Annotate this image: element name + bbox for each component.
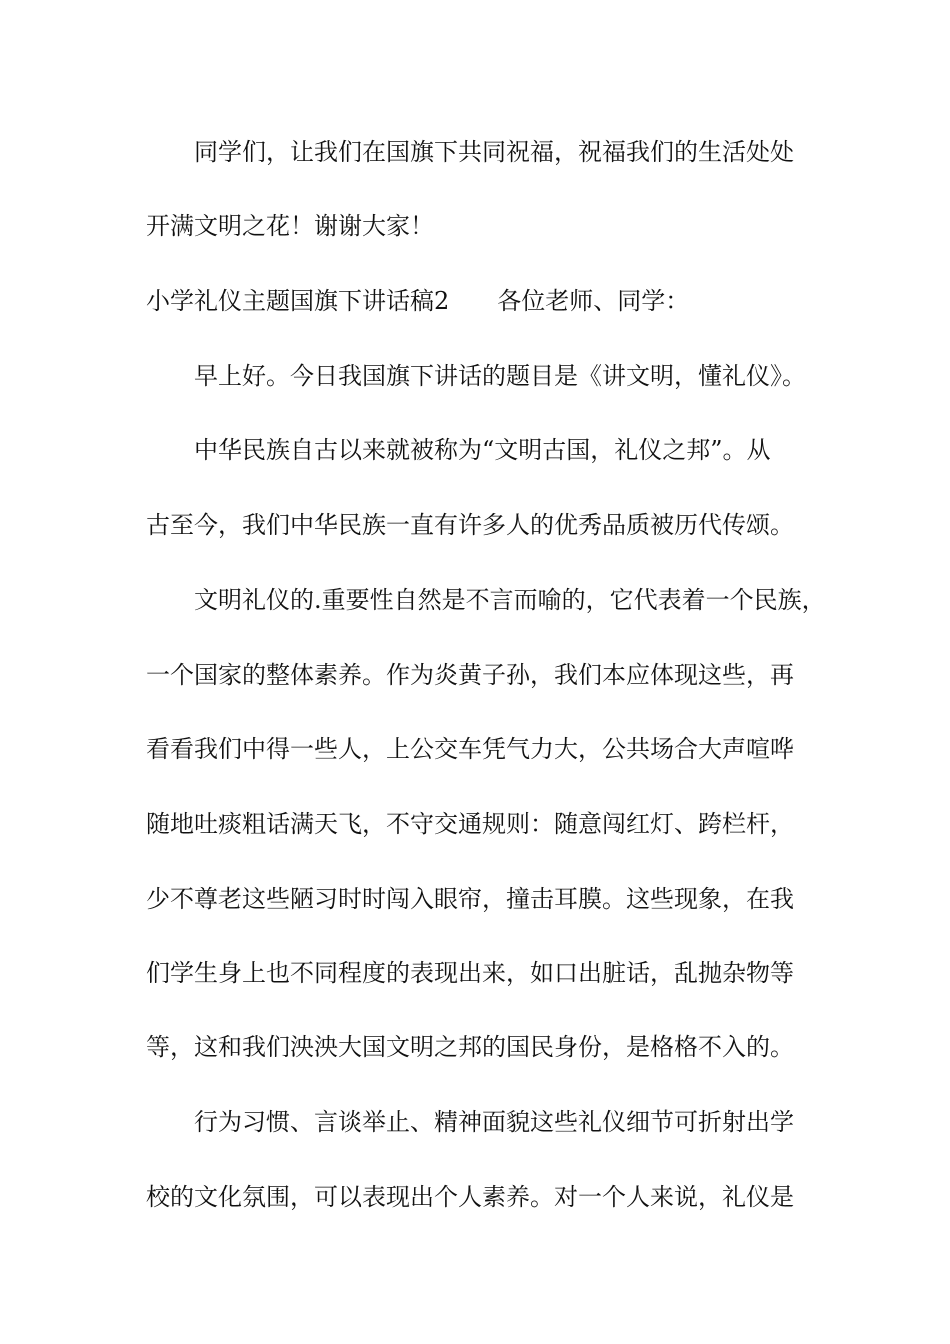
paragraph-line: 文明礼仪的.重要性自然是不言而喻的，它代表着一个民族， <box>194 586 826 614</box>
paragraph-line: 古至今，我们中华民族一直有许多人的优秀品质被历代传颂。 <box>146 511 794 539</box>
paragraph-line: 开满文明之花！谢谢大家！ <box>146 212 434 240</box>
paragraph-line: 同学们，让我们在国旗下共同祝福，祝福我们的生活处处 <box>194 138 794 166</box>
paragraph-line: 们学生身上也不同程度的表现出来，如口出脏话，乱抛杂物等 <box>146 959 794 987</box>
paragraph-line: 校的文化氛围，可以表现出个人素养。对一个人来说，礼仪是 <box>146 1183 794 1211</box>
paragraph-line: 早上好。今日我国旗下讲话的题目是《讲文明，懂礼仪》。 <box>194 362 806 390</box>
paragraph-line: 行为习惯、言谈举止、精神面貌这些礼仪细节可折射出学 <box>194 1108 794 1136</box>
paragraph-line: 看看我们中得一些人，上公交车凭气力大，公共场合大声喧哗 <box>146 735 794 763</box>
section-heading-line: 小学礼仪主题国旗下讲话稿2 各位老师、同学： <box>146 287 690 315</box>
paragraph-line: 一个国家的整体素养。作为炎黄子孙，我们本应体现这些，再 <box>146 661 794 689</box>
paragraph-line: 等，这和我们泱泱大国文明之邦的国民身份，是格格不入的。 <box>146 1033 794 1061</box>
paragraph-line: 随地吐痰粗话满天飞，不守交通规则：随意闯红灯、跨栏杆， <box>146 810 794 838</box>
paragraph-line: 中华民族自古以来就被称为“文明古国，礼仪之邦”。从 <box>194 436 771 464</box>
paragraph-line: 少不尊老这些陋习时时闯入眼帘，撞击耳膜。这些现象，在我 <box>146 885 794 913</box>
